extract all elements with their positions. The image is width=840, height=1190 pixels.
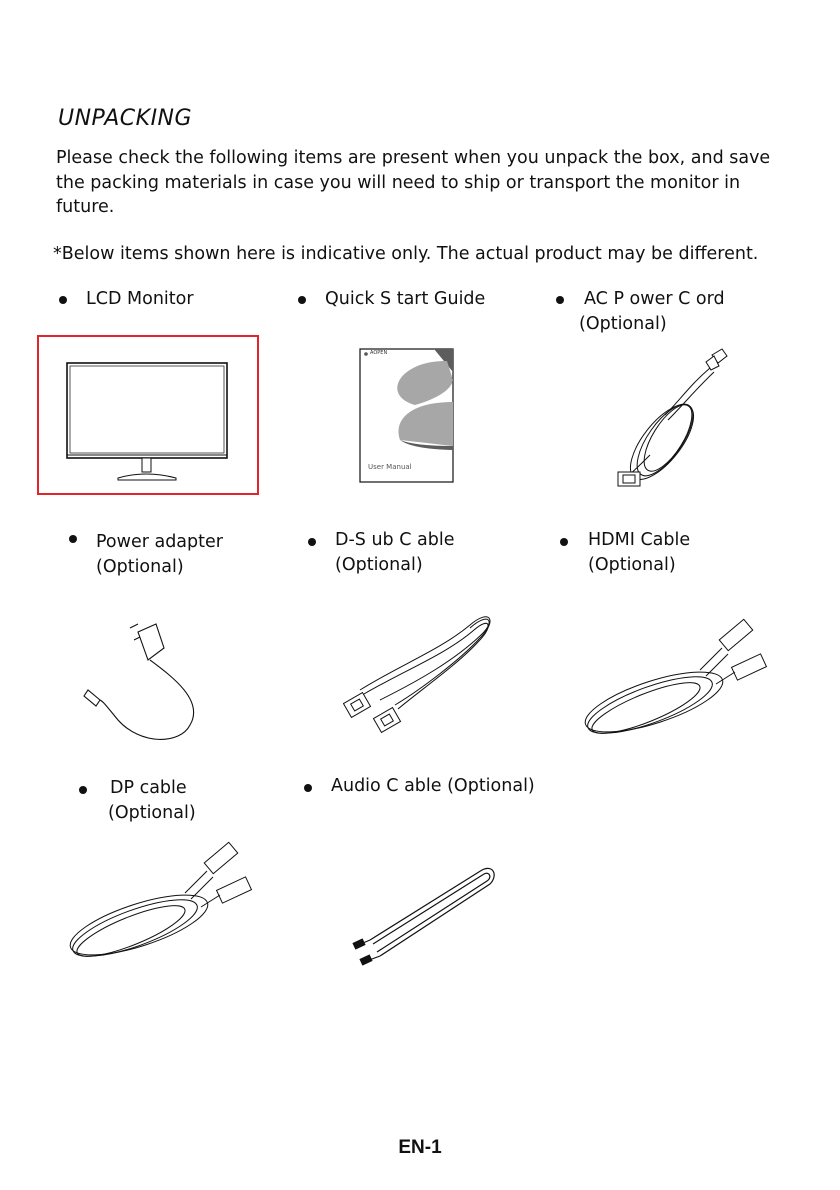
item-label: DP cable — [110, 778, 187, 798]
disclaimer-note: *Below items shown here is indicative only. The actual product may be different. — [53, 244, 759, 264]
item-label-optional: (Optional) — [96, 557, 184, 577]
item-label: HDMI Cable — [588, 530, 691, 550]
item-label: LCD Monitor — [86, 289, 194, 309]
item-label: Audio C able (Optional) — [331, 776, 535, 796]
item-label-optional: (Optional) — [335, 555, 423, 575]
section-title: UNPACKING — [58, 106, 193, 131]
item-label: Quick S tart Guide — [325, 289, 486, 309]
item-label: Power adapter — [96, 532, 223, 552]
guide-cover-text: User Manual — [368, 463, 412, 471]
item-label-optional: (Optional) — [108, 803, 196, 823]
guide-brand: AOPEN — [370, 350, 388, 356]
item-label: AC P ower C ord — [584, 289, 725, 309]
page-number: EN-1 — [398, 1137, 442, 1158]
item-label: D-S ub C able — [335, 530, 455, 550]
item-label-optional: (Optional) — [588, 555, 676, 575]
item-label-optional: (Optional) — [579, 314, 667, 334]
intro-paragraph: Please check the following items are present when you unpack the box, and save the packing materials in case you will need to ship or transport the monitor in future. — [56, 148, 771, 217]
